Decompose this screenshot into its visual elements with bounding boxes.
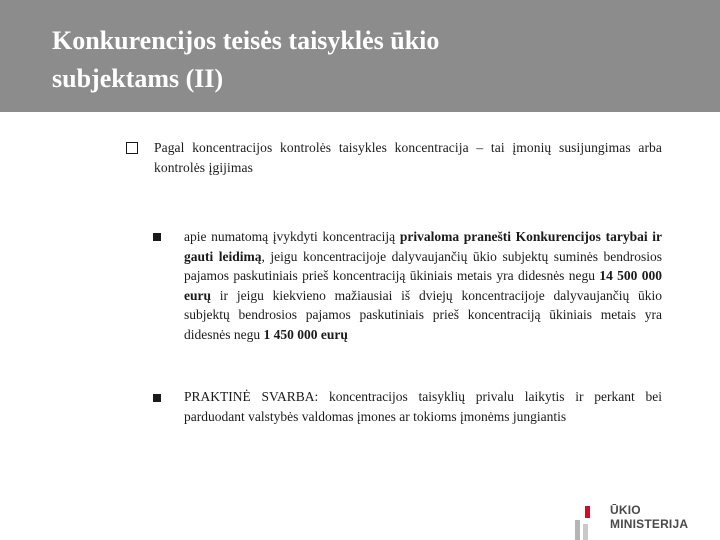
item1-bold-threshold-total: 14 500 000 eurų <box>184 268 662 303</box>
title-line-2: subjektams (II) <box>52 64 224 93</box>
filled-square-bullet-icon <box>153 233 161 241</box>
hollow-square-bullet-icon <box>126 142 138 154</box>
item1-text-3: ir jeigu kiekvieno mažiausiai iš dviejų koncentracijoje dalyvaujančių ūkio subjektų bendrosios pajamos paskutiniais prieš koncentraciją ūkiniais metais yra didesnės negu <box>184 287 662 342</box>
ministry-logo-grey-bar <box>575 520 580 540</box>
intro-paragraph: Pagal koncentracijos kontrolės taisykles koncentracija – tai įmonių susijungimas arba kontrolės įgijimas <box>154 140 662 175</box>
slide-title <box>52 22 672 98</box>
sub-bullet-notification <box>184 227 662 344</box>
filled-square-bullet-icon <box>153 394 161 402</box>
title-line-1: Konkurencijos teisės taisyklės ūkio <box>52 26 440 55</box>
item1-text-2: , jeigu koncentracijoje dalyvaujančių ūkio subjektų suminės bendrosios pajamos paskutiniais prieš koncentraciją ūkiniais metais yra didesnės negu <box>184 248 662 283</box>
item1-bold-threshold-each: 1 450 000 eurų <box>263 326 348 342</box>
ministry-logo-grey-bar <box>583 524 588 540</box>
item1-text-1: apie numatomą įvykdyti koncentraciją <box>184 229 400 244</box>
item1-bold-requirement: privaloma pranešti Konkurencijos tarybai ir gauti leidimą <box>184 229 662 264</box>
sub-bullet-practical-importance: PRAKTINĖ SVARBA: koncentracijos taisyklių privalu laikytis ir perkant bei parduodant valstybės valdomas įmones ar tokioms įmonėms jungiantis <box>184 389 662 424</box>
ministry-logo-text: ŪKIO MINISTERIJA <box>610 503 689 531</box>
ministry-logo-red-bar <box>585 506 590 518</box>
